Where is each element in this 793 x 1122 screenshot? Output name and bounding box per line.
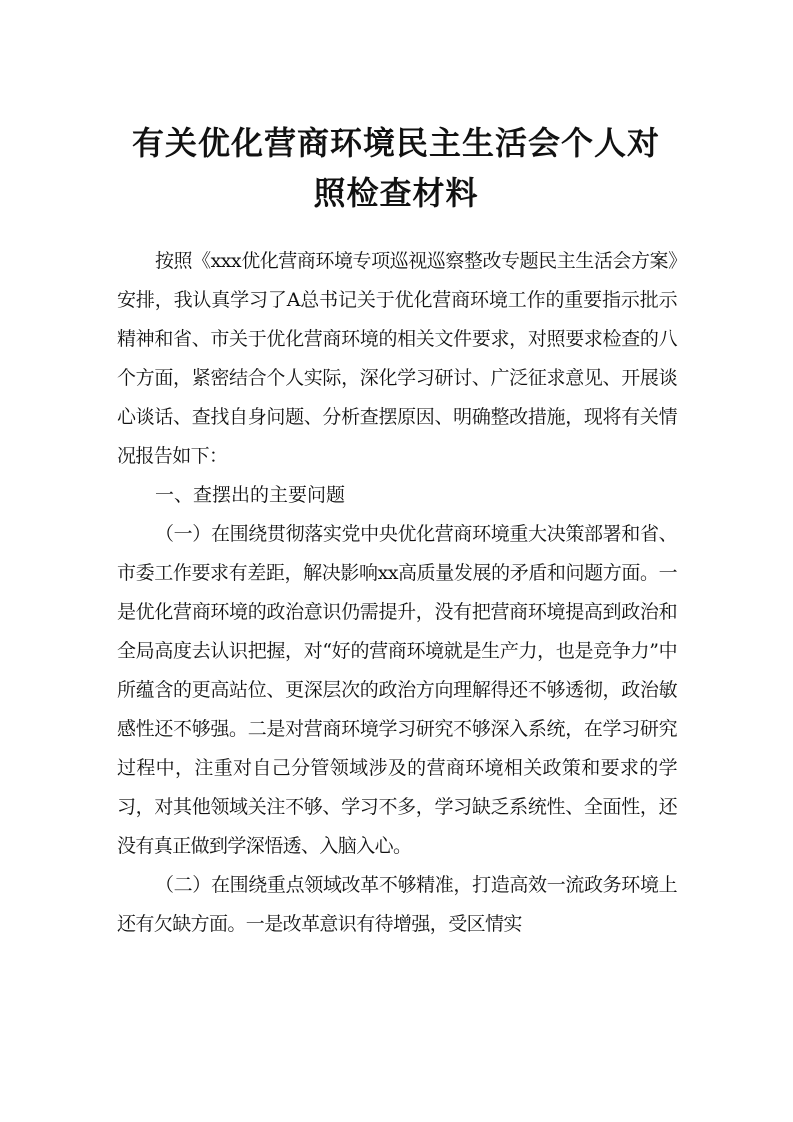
document-body	[117, 242, 677, 944]
paragraph-intro: 按照《xxx优化营商环境专项巡视巡察整改专题民主生活会方案》安排，我认真学习了A总书记关于优化营商环境工作的重要指示批示精神和省、市关于优化营商环境的相关文件要求，对照要求检查的八个方面，紧密结合个人实际，深化学习研讨、广泛征求意见、开展谈心谈话、查找自身问题、分析查摆原因、明确整改措施，现将有关情况报告如下：	[117, 250, 677, 467]
document-title: 有关优化营商环境民主生活会个人对照检查材料	[131, 124, 660, 212]
section-heading: 一、查摆出的主要问题	[155, 484, 346, 506]
paragraph-item-1: （一）在围绕贯彻落实党中央优化营商环境重大决策部署和省、市委工作要求有差距，解决影响xx高质量发展的矛盾和问题方面。一是优化营商环境的政治意识仍需提升，没有把营商环境提高到政治和全局高度去认识把握，对“好的营商环境就是生产力，也是竞争力”中所蕴含的更高站位、更深层次的政治方向理解得还不够透彻，政治敏感性还不够强。二是对营商环境学习研究不够深入系统，在学习研究过程中，注重对自己分管领域涉及的营商环境相关政策和要求的学习，对其他领域关注不够、学习不多，学习缺乏系统性、全面性，还没有真正做到学深悟透、入脑入心。	[117, 523, 677, 857]
paragraph-item-2: （二）在围绕重点领域改革不够精准，打造高效一流政务环境上还有欠缺方面。一是改革意识有待增强，受区情实	[117, 874, 677, 935]
